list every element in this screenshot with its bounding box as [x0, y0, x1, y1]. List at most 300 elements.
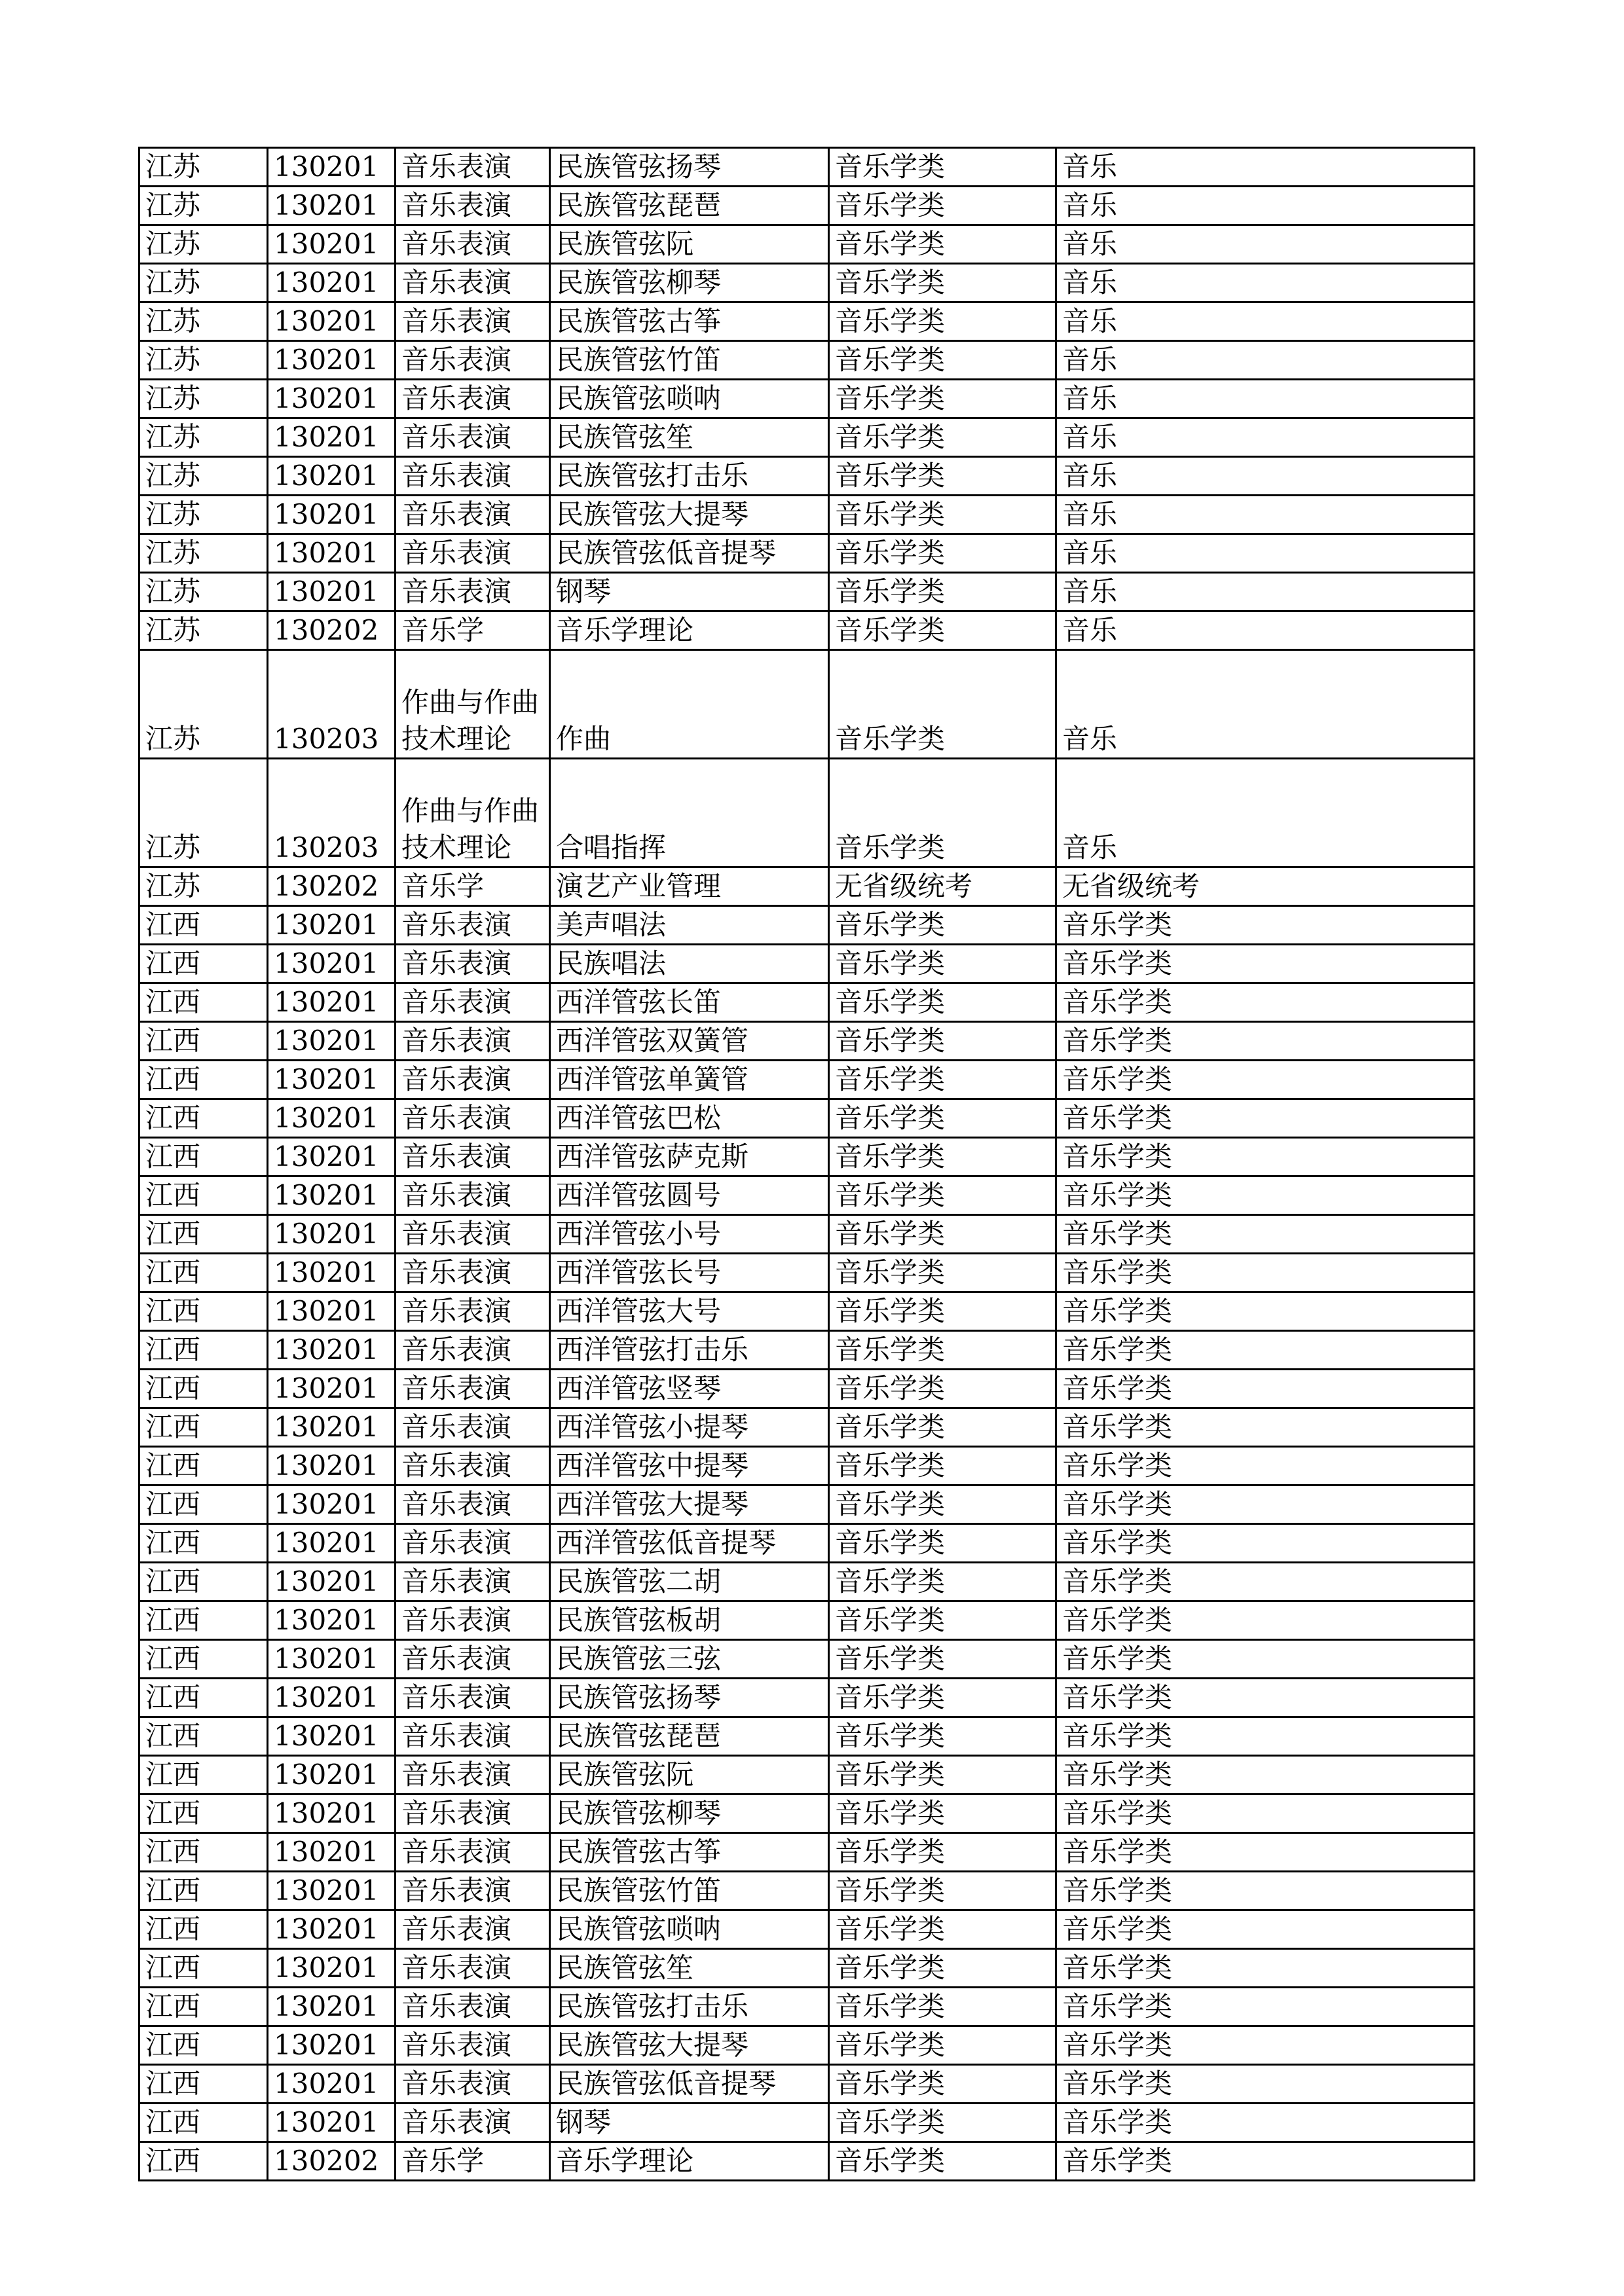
code-cell: 130201: [268, 906, 396, 945]
table-row: [139, 534, 1475, 573]
direction-cell: 民族管弦打击乐: [550, 457, 829, 496]
exam-type-cell: 音乐: [1056, 148, 1475, 187]
exam-type-cell: 音乐学类: [1056, 1988, 1475, 2026]
province-cell: 江苏: [139, 225, 268, 264]
province-cell: 江苏: [139, 264, 268, 302]
code-cell: 130201: [268, 1717, 396, 1756]
direction-cell: 西洋管弦打击乐: [550, 1331, 829, 1370]
code-cell: 130201: [268, 1138, 396, 1176]
code-cell: 130202: [268, 2142, 396, 2181]
exam-type-cell: 音乐学类: [1056, 1524, 1475, 1563]
province-cell: 江西: [139, 1833, 268, 1872]
table-row: [139, 1215, 1475, 1254]
exam-category-cell: 音乐学类: [829, 573, 1056, 611]
code-cell: 130201: [268, 496, 396, 534]
exam-category-cell: 音乐学类: [829, 418, 1056, 457]
major-cell: 音乐表演: [396, 1370, 550, 1408]
direction-cell: 民族管弦竹笛: [550, 341, 829, 380]
exam-category-cell: 音乐学类: [829, 2065, 1056, 2104]
direction-cell: 西洋管弦小提琴: [550, 1408, 829, 1447]
exam-category-cell: 音乐学类: [829, 1640, 1056, 1679]
code-cell: 130201: [268, 1910, 396, 1949]
code-cell: 130201: [268, 1099, 396, 1138]
major-cell: 音乐表演: [396, 1988, 550, 2026]
major-cell: 音乐学: [396, 2142, 550, 2181]
major-cell: 音乐表演: [396, 457, 550, 496]
code-cell: 130201: [268, 264, 396, 302]
direction-cell: 民族管弦扬琴: [550, 148, 829, 187]
exam-category-cell: 音乐学类: [829, 302, 1056, 341]
direction-cell: 西洋管弦圆号: [550, 1176, 829, 1215]
exam-type-cell: 音乐: [1056, 187, 1475, 225]
direction-cell: 民族管弦阮: [550, 225, 829, 264]
table-row: [139, 945, 1475, 983]
exam-category-cell: 音乐学类: [829, 341, 1056, 380]
province-cell: 江西: [139, 945, 268, 983]
exam-type-cell: 音乐学类: [1056, 1138, 1475, 1176]
exam-type-cell: 音乐: [1056, 380, 1475, 418]
exam-type-cell: 音乐学类: [1056, 1254, 1475, 1292]
direction-cell: 西洋管弦小号: [550, 1215, 829, 1254]
table-row: [139, 380, 1475, 418]
major-cell: 音乐表演: [396, 1447, 550, 1485]
code-cell: 130201: [268, 418, 396, 457]
table-row: [139, 1370, 1475, 1408]
major-cell: 音乐表演: [396, 1795, 550, 1833]
direction-cell: 西洋管弦巴松: [550, 1099, 829, 1138]
table-row: [139, 302, 1475, 341]
table-row: [139, 1756, 1475, 1795]
province-cell: 江西: [139, 1640, 268, 1679]
major-cell: 音乐表演: [396, 148, 550, 187]
code-cell: 130202: [268, 611, 396, 650]
exam-category-cell: 音乐学类: [829, 1563, 1056, 1601]
data-table: [138, 147, 1475, 2181]
exam-type-cell: 音乐学类: [1056, 1176, 1475, 1215]
table-row: [139, 1563, 1475, 1601]
code-cell: 130201: [268, 1022, 396, 1061]
direction-cell: 西洋管弦长号: [550, 1254, 829, 1292]
province-cell: 江西: [139, 2026, 268, 2065]
table-row: [139, 418, 1475, 457]
direction-cell: 民族管弦柳琴: [550, 264, 829, 302]
major-cell: 音乐表演: [396, 1679, 550, 1717]
code-cell: 130201: [268, 1061, 396, 1099]
major-cell: 音乐表演: [396, 1949, 550, 1988]
table-row: [139, 2026, 1475, 2065]
exam-type-cell: 音乐学类: [1056, 1601, 1475, 1640]
table-row: [139, 1524, 1475, 1563]
table-row: [139, 1795, 1475, 1833]
exam-type-cell: 音乐学类: [1056, 2065, 1475, 2104]
exam-category-cell: 音乐学类: [829, 1949, 1056, 1988]
direction-cell: 民族管弦唢呐: [550, 380, 829, 418]
table-row: [139, 1872, 1475, 1910]
code-cell: 130201: [268, 1485, 396, 1524]
major-cell: 音乐表演: [396, 945, 550, 983]
code-cell: 130201: [268, 2104, 396, 2142]
table-row: [139, 187, 1475, 225]
table-row: [139, 1988, 1475, 2026]
province-cell: 江苏: [139, 457, 268, 496]
direction-cell: 美声唱法: [550, 906, 829, 945]
code-cell: 130201: [268, 1795, 396, 1833]
exam-category-cell: 音乐学类: [829, 1061, 1056, 1099]
table-row: [139, 225, 1475, 264]
exam-type-cell: 音乐学类: [1056, 1292, 1475, 1331]
code-cell: 130201: [268, 380, 396, 418]
direction-cell: 民族唱法: [550, 945, 829, 983]
direction-cell: 音乐学理论: [550, 611, 829, 650]
province-cell: 江西: [139, 1408, 268, 1447]
direction-cell: 民族管弦二胡: [550, 1563, 829, 1601]
code-cell: 130201: [268, 1215, 396, 1254]
table-row: [139, 2104, 1475, 2142]
table-row: [139, 496, 1475, 534]
table-row: [139, 341, 1475, 380]
exam-category-cell: 音乐学类: [829, 1022, 1056, 1061]
province-cell: 江苏: [139, 341, 268, 380]
major-cell: 音乐表演: [396, 1176, 550, 1215]
direction-cell: 作曲: [550, 650, 829, 759]
exam-category-cell: 音乐学类: [829, 1331, 1056, 1370]
exam-category-cell: 音乐学类: [829, 1370, 1056, 1408]
major-cell: 音乐表演: [396, 983, 550, 1022]
exam-category-cell: 音乐学类: [829, 2026, 1056, 2065]
exam-category-cell: 音乐学类: [829, 1756, 1056, 1795]
exam-category-cell: 音乐学类: [829, 759, 1056, 867]
province-cell: 江苏: [139, 187, 268, 225]
direction-cell: 民族管弦竹笛: [550, 1872, 829, 1910]
direction-cell: 民族管弦笙: [550, 1949, 829, 1988]
direction-cell: 民族管弦打击乐: [550, 1988, 829, 2026]
exam-type-cell: 音乐学类: [1056, 1331, 1475, 1370]
direction-cell: 民族管弦低音提琴: [550, 534, 829, 573]
code-cell: 130201: [268, 1408, 396, 1447]
exam-category-cell: 音乐学类: [829, 1485, 1056, 1524]
code-cell: 130201: [268, 457, 396, 496]
major-cell: 音乐表演: [396, 2026, 550, 2065]
province-cell: 江苏: [139, 650, 268, 759]
province-cell: 江苏: [139, 418, 268, 457]
table-row: [139, 457, 1475, 496]
province-cell: 江苏: [139, 611, 268, 650]
exam-type-cell: 音乐: [1056, 759, 1475, 867]
exam-type-cell: 音乐学类: [1056, 1795, 1475, 1833]
table-row: [139, 983, 1475, 1022]
code-cell: 130201: [268, 302, 396, 341]
exam-category-cell: 音乐学类: [829, 2142, 1056, 2181]
province-cell: 江苏: [139, 148, 268, 187]
exam-category-cell: 音乐学类: [829, 1138, 1056, 1176]
exam-type-cell: 音乐: [1056, 496, 1475, 534]
code-cell: 130201: [268, 1949, 396, 1988]
province-cell: 江西: [139, 1988, 268, 2026]
code-cell: 130203: [268, 650, 396, 759]
exam-category-cell: 音乐学类: [829, 1872, 1056, 1910]
direction-cell: 民族管弦低音提琴: [550, 2065, 829, 2104]
major-cell: 音乐表演: [396, 1292, 550, 1331]
exam-category-cell: 音乐学类: [829, 1910, 1056, 1949]
exam-category-cell: 音乐学类: [829, 187, 1056, 225]
exam-category-cell: 音乐学类: [829, 496, 1056, 534]
exam-category-cell: 音乐学类: [829, 1795, 1056, 1833]
exam-type-cell: 音乐: [1056, 418, 1475, 457]
major-cell: 音乐表演: [396, 1138, 550, 1176]
table-row: [139, 1601, 1475, 1640]
code-cell: 130201: [268, 341, 396, 380]
table-row: [139, 650, 1475, 759]
exam-type-cell: 音乐: [1056, 225, 1475, 264]
code-cell: 130202: [268, 867, 396, 906]
major-cell: 音乐表演: [396, 1022, 550, 1061]
code-cell: 130201: [268, 1679, 396, 1717]
code-cell: 130201: [268, 1331, 396, 1370]
code-cell: 130201: [268, 573, 396, 611]
code-cell: 130201: [268, 1988, 396, 2026]
province-cell: 江西: [139, 1061, 268, 1099]
direction-cell: 民族管弦大提琴: [550, 2026, 829, 2065]
exam-category-cell: 音乐学类: [829, 225, 1056, 264]
exam-category-cell: 音乐学类: [829, 906, 1056, 945]
major-cell: 作曲与作曲技术理论: [396, 650, 550, 759]
table-row: [139, 759, 1475, 867]
province-cell: 江西: [139, 1717, 268, 1756]
exam-category-cell: 音乐学类: [829, 264, 1056, 302]
major-cell: 音乐表演: [396, 1563, 550, 1601]
table-body: [139, 148, 1475, 2181]
major-cell: 音乐表演: [396, 573, 550, 611]
code-cell: 130201: [268, 1447, 396, 1485]
province-cell: 江西: [139, 1949, 268, 1988]
code-cell: 130201: [268, 1872, 396, 1910]
direction-cell: 演艺产业管理: [550, 867, 829, 906]
exam-type-cell: 音乐学类: [1056, 1099, 1475, 1138]
exam-category-cell: 音乐学类: [829, 1988, 1056, 2026]
table-row: [139, 573, 1475, 611]
exam-category-cell: 音乐学类: [829, 148, 1056, 187]
major-cell: 音乐表演: [396, 1099, 550, 1138]
table-row: [139, 1640, 1475, 1679]
province-cell: 江西: [139, 1872, 268, 1910]
direction-cell: 音乐学理论: [550, 2142, 829, 2181]
province-cell: 江苏: [139, 759, 268, 867]
major-cell: 音乐表演: [396, 496, 550, 534]
province-cell: 江西: [139, 1524, 268, 1563]
table-row: [139, 1717, 1475, 1756]
direction-cell: 民族管弦古筝: [550, 302, 829, 341]
exam-category-cell: 音乐学类: [829, 1447, 1056, 1485]
code-cell: 130201: [268, 148, 396, 187]
direction-cell: 民族管弦柳琴: [550, 1795, 829, 1833]
province-cell: 江西: [139, 1485, 268, 1524]
province-cell: 江苏: [139, 573, 268, 611]
province-cell: 江西: [139, 1910, 268, 1949]
exam-category-cell: 音乐学类: [829, 534, 1056, 573]
major-cell: 音乐表演: [396, 1833, 550, 1872]
exam-category-cell: 音乐学类: [829, 380, 1056, 418]
direction-cell: 民族管弦板胡: [550, 1601, 829, 1640]
exam-type-cell: 音乐: [1056, 264, 1475, 302]
exam-type-cell: 音乐学类: [1056, 1679, 1475, 1717]
major-cell: 音乐表演: [396, 264, 550, 302]
major-cell: 作曲与作曲技术理论: [396, 759, 550, 867]
exam-type-cell: 音乐: [1056, 573, 1475, 611]
province-cell: 江西: [139, 983, 268, 1022]
major-cell: 音乐表演: [396, 1524, 550, 1563]
exam-type-cell: 音乐: [1056, 457, 1475, 496]
major-cell: 音乐表演: [396, 1254, 550, 1292]
direction-cell: 西洋管弦大号: [550, 1292, 829, 1331]
table-row: [139, 1061, 1475, 1099]
code-cell: 130201: [268, 2026, 396, 2065]
table-row: [139, 1138, 1475, 1176]
table-row: [139, 1331, 1475, 1370]
direction-cell: 民族管弦三弦: [550, 1640, 829, 1679]
exam-type-cell: 音乐: [1056, 341, 1475, 380]
direction-cell: 民族管弦唢呐: [550, 1910, 829, 1949]
major-cell: 音乐表演: [396, 1408, 550, 1447]
table-row: [139, 1447, 1475, 1485]
exam-category-cell: 音乐学类: [829, 457, 1056, 496]
exam-type-cell: 音乐: [1056, 534, 1475, 573]
code-cell: 130201: [268, 2065, 396, 2104]
direction-cell: 合唱指挥: [550, 759, 829, 867]
table-row: [139, 906, 1475, 945]
table-row: [139, 1176, 1475, 1215]
exam-type-cell: 音乐学类: [1056, 2142, 1475, 2181]
direction-cell: 西洋管弦竖琴: [550, 1370, 829, 1408]
exam-type-cell: 音乐学类: [1056, 1756, 1475, 1795]
exam-category-cell: 音乐学类: [829, 611, 1056, 650]
code-cell: 130201: [268, 983, 396, 1022]
exam-type-cell: 音乐学类: [1056, 1061, 1475, 1099]
exam-category-cell: 音乐学类: [829, 650, 1056, 759]
code-cell: 130201: [268, 1292, 396, 1331]
table-row: [139, 867, 1475, 906]
major-cell: 音乐表演: [396, 302, 550, 341]
table-row: [139, 1099, 1475, 1138]
major-cell: 音乐表演: [396, 1872, 550, 1910]
major-cell: 音乐表演: [396, 1640, 550, 1679]
table-row: [139, 2065, 1475, 2104]
province-cell: 江西: [139, 1176, 268, 1215]
code-cell: 130201: [268, 1524, 396, 1563]
direction-cell: 西洋管弦低音提琴: [550, 1524, 829, 1563]
exam-category-cell: 音乐学类: [829, 1833, 1056, 1872]
exam-type-cell: 音乐学类: [1056, 1215, 1475, 1254]
exam-type-cell: 音乐学类: [1056, 1408, 1475, 1447]
code-cell: 130201: [268, 1563, 396, 1601]
province-cell: 江西: [139, 1215, 268, 1254]
exam-type-cell: 音乐学类: [1056, 1022, 1475, 1061]
province-cell: 江西: [139, 1795, 268, 1833]
major-cell: 音乐表演: [396, 1756, 550, 1795]
code-cell: 130203: [268, 759, 396, 867]
exam-type-cell: 音乐学类: [1056, 1717, 1475, 1756]
exam-type-cell: 音乐学类: [1056, 1563, 1475, 1601]
code-cell: 130201: [268, 945, 396, 983]
major-cell: 音乐表演: [396, 418, 550, 457]
table-row: [139, 1022, 1475, 1061]
direction-cell: 西洋管弦长笛: [550, 983, 829, 1022]
direction-cell: 西洋管弦单簧管: [550, 1061, 829, 1099]
exam-type-cell: 音乐学类: [1056, 983, 1475, 1022]
major-cell: 音乐表演: [396, 380, 550, 418]
province-cell: 江西: [139, 1679, 268, 1717]
exam-type-cell: 音乐学类: [1056, 2026, 1475, 2065]
direction-cell: 民族管弦阮: [550, 1756, 829, 1795]
code-cell: 130201: [268, 187, 396, 225]
major-cell: 音乐表演: [396, 2065, 550, 2104]
exam-category-cell: 音乐学类: [829, 1524, 1056, 1563]
direction-cell: 钢琴: [550, 2104, 829, 2142]
province-cell: 江西: [139, 1331, 268, 1370]
code-cell: 130201: [268, 1640, 396, 1679]
table-row: [139, 1910, 1475, 1949]
major-cell: 音乐表演: [396, 1601, 550, 1640]
exam-type-cell: 音乐: [1056, 611, 1475, 650]
direction-cell: 民族管弦琵琶: [550, 187, 829, 225]
code-cell: 130201: [268, 1756, 396, 1795]
code-cell: 130201: [268, 1370, 396, 1408]
code-cell: 130201: [268, 225, 396, 264]
table-row: [139, 1679, 1475, 1717]
major-cell: 音乐表演: [396, 2104, 550, 2142]
exam-category-cell: 音乐学类: [829, 1176, 1056, 1215]
province-cell: 江西: [139, 1447, 268, 1485]
exam-type-cell: 音乐学类: [1056, 1872, 1475, 1910]
province-cell: 江西: [139, 1756, 268, 1795]
major-cell: 音乐表演: [396, 341, 550, 380]
exam-type-cell: 音乐: [1056, 650, 1475, 759]
province-cell: 江西: [139, 1601, 268, 1640]
exam-category-cell: 音乐学类: [829, 1292, 1056, 1331]
exam-category-cell: 音乐学类: [829, 1099, 1056, 1138]
province-cell: 江西: [139, 1099, 268, 1138]
table-row: [139, 1254, 1475, 1292]
major-cell: 音乐学: [396, 611, 550, 650]
province-cell: 江苏: [139, 302, 268, 341]
province-cell: 江苏: [139, 534, 268, 573]
table-row: [139, 1408, 1475, 1447]
exam-type-cell: 音乐学类: [1056, 906, 1475, 945]
table-row: [139, 1485, 1475, 1524]
code-cell: 130201: [268, 1833, 396, 1872]
major-cell: 音乐表演: [396, 1717, 550, 1756]
exam-category-cell: 音乐学类: [829, 1679, 1056, 1717]
province-cell: 江西: [139, 1563, 268, 1601]
province-cell: 江苏: [139, 496, 268, 534]
province-cell: 江西: [139, 2104, 268, 2142]
exam-type-cell: 音乐学类: [1056, 1370, 1475, 1408]
direction-cell: 西洋管弦双簧管: [550, 1022, 829, 1061]
exam-type-cell: 音乐学类: [1056, 1485, 1475, 1524]
exam-category-cell: 音乐学类: [829, 945, 1056, 983]
direction-cell: 西洋管弦中提琴: [550, 1447, 829, 1485]
direction-cell: 民族管弦大提琴: [550, 496, 829, 534]
major-cell: 音乐表演: [396, 1910, 550, 1949]
exam-type-cell: 音乐学类: [1056, 1833, 1475, 1872]
direction-cell: 西洋管弦大提琴: [550, 1485, 829, 1524]
code-cell: 130201: [268, 1254, 396, 1292]
exam-type-cell: 音乐学类: [1056, 1447, 1475, 1485]
direction-cell: 西洋管弦萨克斯: [550, 1138, 829, 1176]
exam-type-cell: 无省级统考: [1056, 867, 1475, 906]
exam-type-cell: 音乐学类: [1056, 945, 1475, 983]
major-cell: 音乐表演: [396, 225, 550, 264]
province-cell: 江西: [139, 2065, 268, 2104]
